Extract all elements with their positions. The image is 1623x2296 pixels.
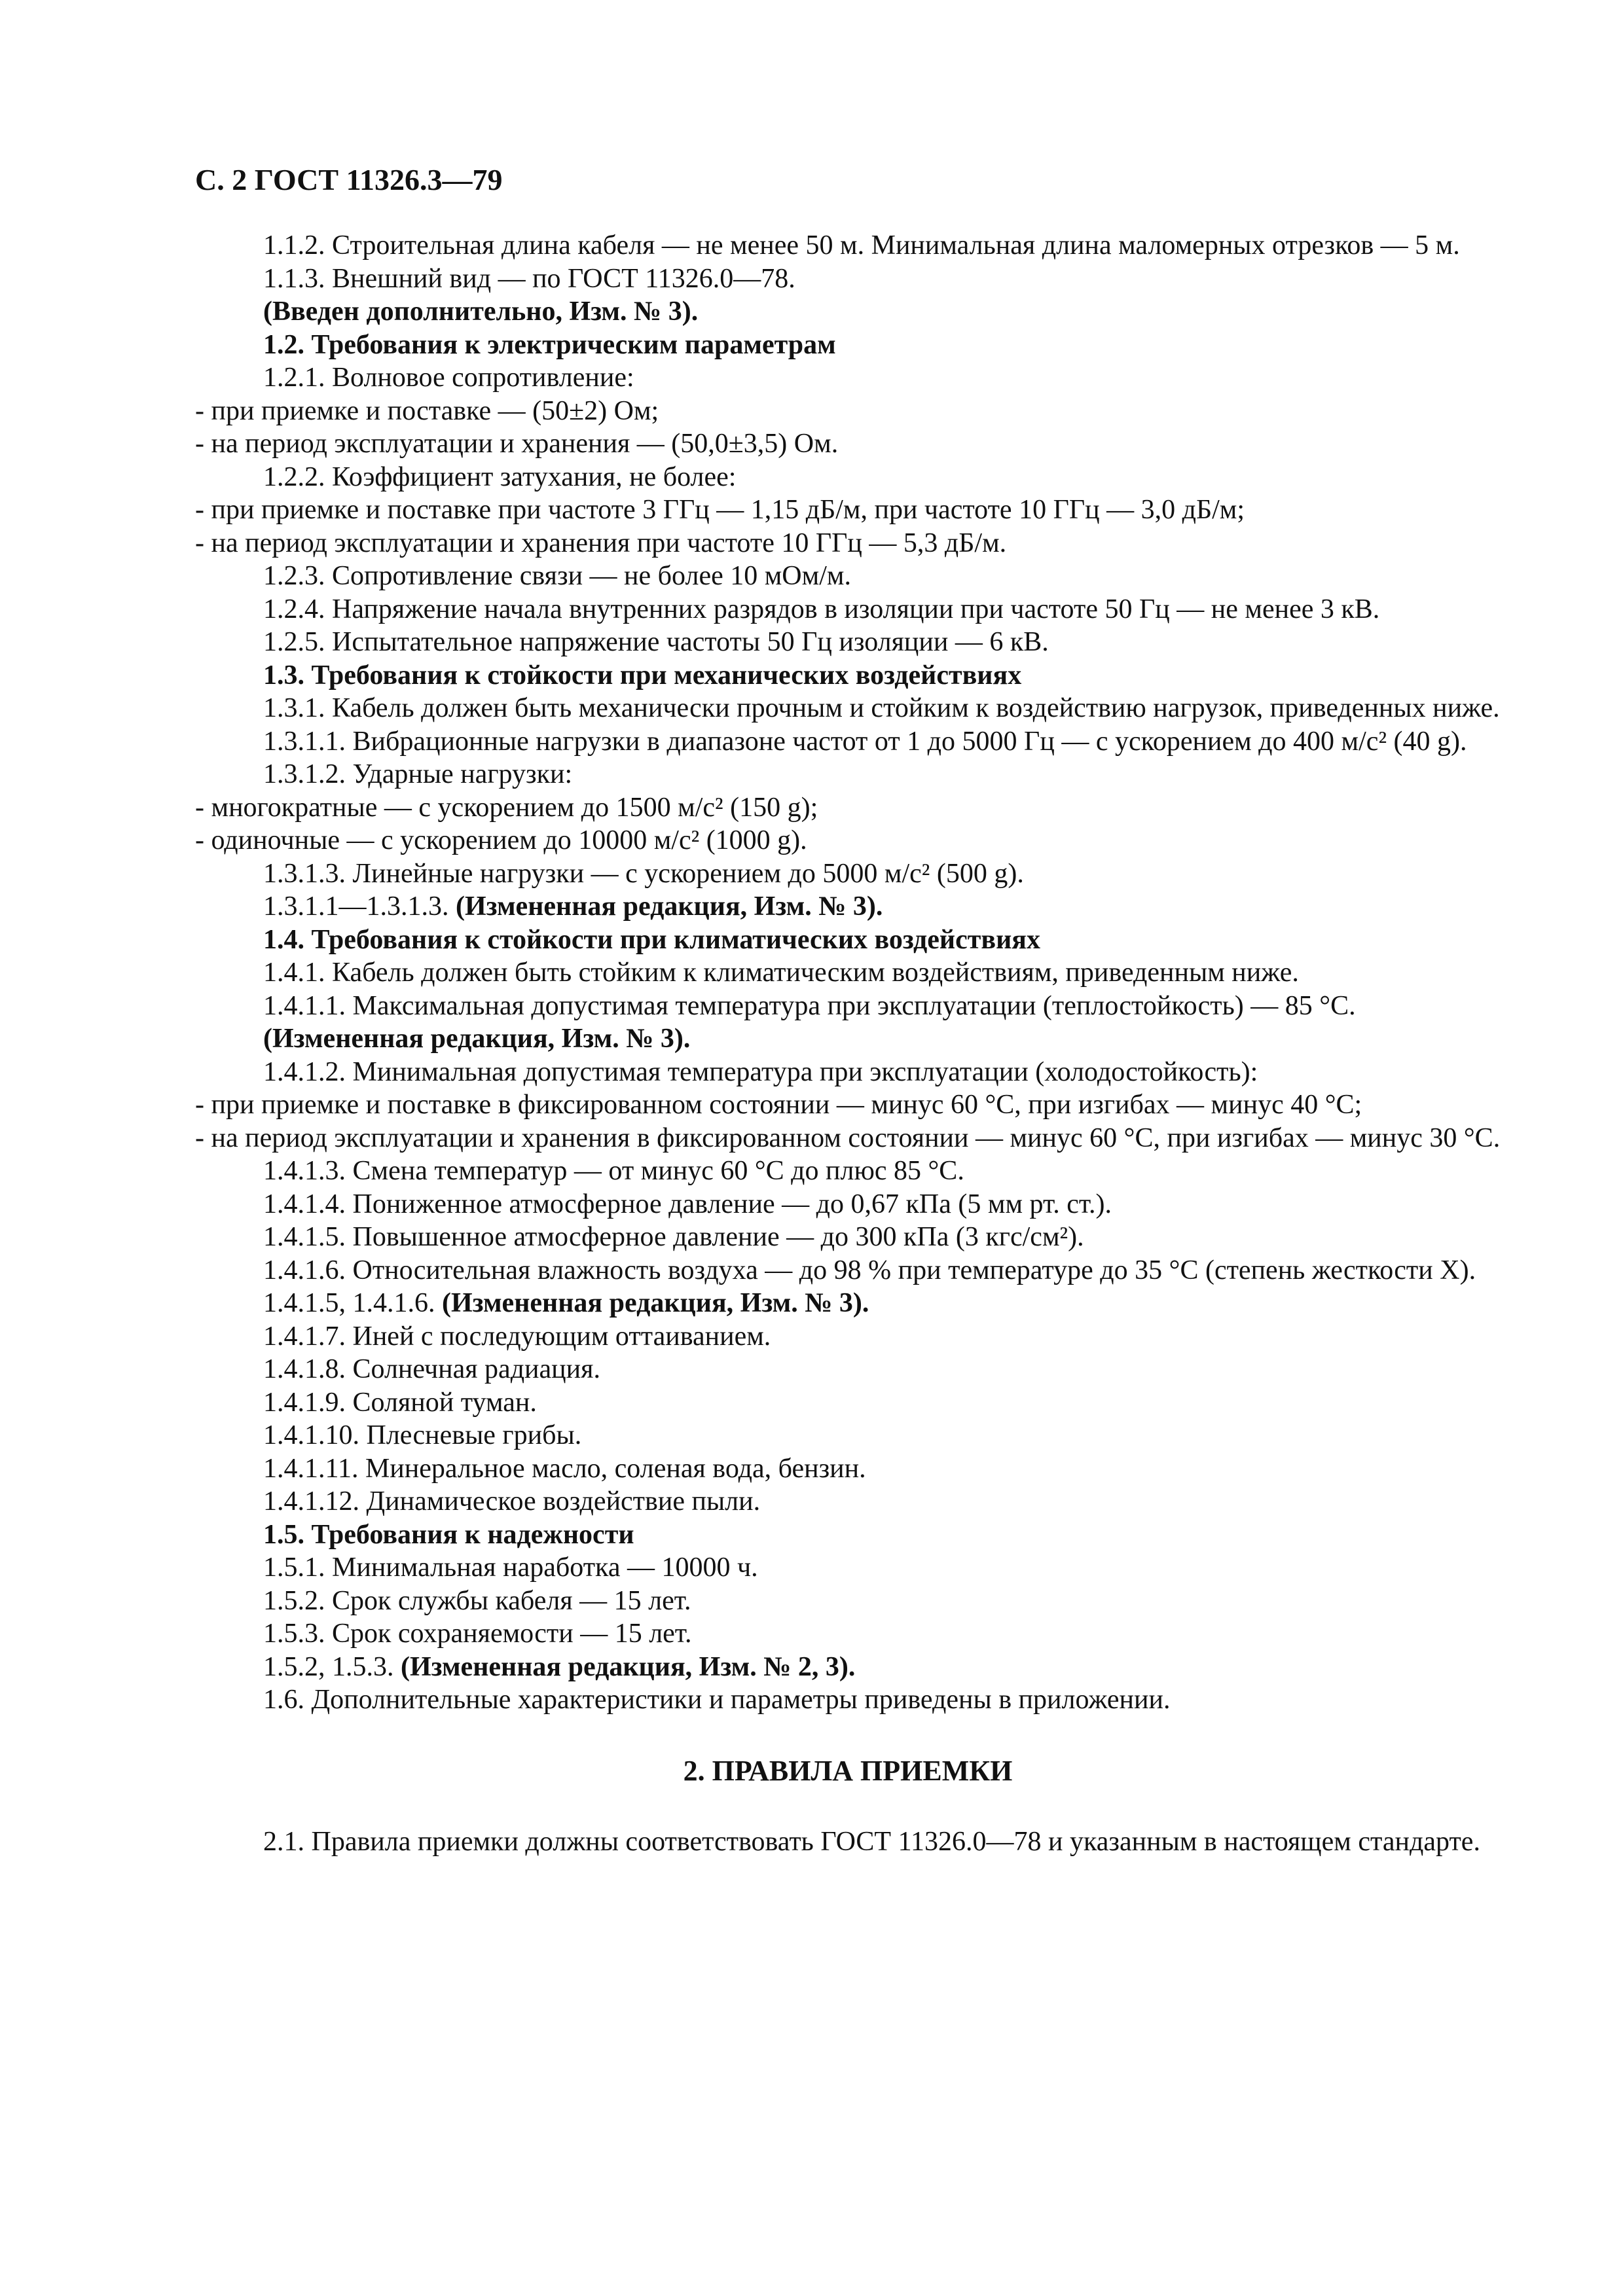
section-2-title: 2. ПРАВИЛА ПРИЕМКИ (683, 1754, 1013, 1787)
paragraph-text: - многократные — с ускорением до 1500 м/с² (150 g); (195, 792, 818, 823)
paragraph (195, 1188, 1501, 1221)
paragraph-text: 1.4.1.4. Пониженное атмосферное давление — до 0,67 кПа (5 мм рт. ст.). (263, 1189, 1112, 1219)
paragraph (195, 791, 1501, 825)
paragraph (195, 493, 1501, 527)
paragraph (195, 990, 1501, 1023)
paragraph (195, 1353, 1501, 1386)
paragraph (195, 725, 1501, 759)
paragraph-text: 1.4.1.7. Иней с последующим оттаиванием. (263, 1321, 771, 1352)
paragraph-bold-text: 1.2. Требования к электрическим параметрам (263, 329, 836, 360)
paragraph-text: 1.4.1.3. Смена температур — от минус 60 °С до плюс 85 °С. (263, 1156, 964, 1186)
paragraph-bold-text: 1.3. Требования к стойкости при механических воздействиях (263, 660, 1022, 691)
paragraph (195, 1056, 1501, 1089)
paragraph-text: 1.4.1. Кабель должен быть стойким к климатическим воздействиям, приведенным ниже. (263, 958, 1299, 988)
paragraph-text: 1.5.3. Срок сохраняемости — 15 лет. (263, 1619, 692, 1649)
paragraph (195, 395, 1501, 428)
paragraph-text: 1.4.1.5, 1.4.1.6. (263, 1288, 442, 1318)
paragraph (195, 924, 1501, 957)
paragraph-text: 1.3.1.3. Линейные нагрузки — с ускорением до 5000 м/с² (500 g). (263, 858, 1024, 889)
paragraph (195, 262, 1501, 296)
paragraph-text: 1.4.1.8. Солнечная радиация. (263, 1354, 600, 1384)
paragraph (195, 1683, 1501, 1717)
paragraph (195, 461, 1501, 494)
paragraph (195, 1651, 1501, 1684)
paragraph-text: 1.1.2. Строительная длина кабеля — не менее 50 м. Минимальная длина маломерных отрезков — 5 м. (263, 230, 1460, 260)
paragraph-text: 1.4.1.9. Соляной туман. (263, 1387, 537, 1418)
paragraph (195, 692, 1501, 725)
paragraph-text: - при приемке и поставке при частоте 3 ГГц — 1,15 дБ/м, при частоте 10 ГГц — 3,0 дБ/м; (195, 495, 1245, 525)
paragraph-text: 1.1.3. Внешний вид — по ГОСТ 11326.0—78. (263, 263, 795, 294)
paragraph (195, 626, 1501, 659)
paragraph (195, 1485, 1501, 1518)
paragraph-text: 1.4.1.1. Максимальная допустимая температура при эксплуатации (теплостойкость) — 85 °С. (263, 990, 1356, 1021)
paragraph (195, 1518, 1501, 1552)
paragraph (195, 229, 1501, 262)
paragraph (195, 1122, 1501, 1155)
paragraph-text: - при приемке и поставке в фиксированном состоянии — минус 60 °С, при изгибах — минус 40 °С; (195, 1090, 1362, 1120)
paragraph (195, 824, 1501, 857)
paragraph (195, 857, 1501, 891)
paragraph-text: 1.4.1.5. Повышенное атмосферное давление — до 300 кПа (3 кгс/см²). (263, 1222, 1084, 1252)
paragraph (195, 560, 1501, 593)
paragraph-bold-text: 1.5. Требования к надежности (263, 1519, 634, 1550)
paragraph (195, 1088, 1501, 1122)
paragraph (195, 956, 1501, 990)
paragraph-2-1: 2.1. Правила приемки должны соответствовать ГОСТ 11326.0—78 и указанным в настоящем стандарте. (263, 1827, 1480, 1857)
paragraph-text: 1.4.1.6. Относительная влажность воздуха — до 98 % при температуре до 35 °С (степень жесткости X). (263, 1255, 1476, 1285)
paragraph-text: 1.5.2, 1.5.3. (263, 1651, 401, 1682)
paragraph (195, 1155, 1501, 1188)
paragraph-text: 1.2.1. Волновое сопротивление: (263, 363, 634, 393)
paragraph (195, 1452, 1501, 1486)
paragraph-text: 1.2.4. Напряжение начала внутренних разрядов в изоляции при частоте 50 Гц — не менее 3 кВ. (263, 594, 1380, 624)
paragraph (195, 1221, 1501, 1254)
paragraph (195, 527, 1501, 560)
paragraph (195, 593, 1501, 626)
paragraph (195, 1386, 1501, 1420)
paragraph (195, 659, 1501, 692)
paragraph (195, 1254, 1501, 1287)
paragraph-bold-text: (Введен дополнительно, Изм. № 3). (263, 296, 699, 327)
paragraph (195, 1617, 1501, 1651)
paragraph-text: 1.3.1.2. Ударные нагрузки: (263, 759, 573, 789)
paragraph (195, 890, 1501, 924)
paragraph-bold-text: (Измененная редакция, Изм. № 3). (263, 1024, 691, 1054)
paragraph-text: 1.3.1.1. Вибрационные нагрузки в диапазоне частот от 1 до 5000 Гц — с ускорением до 400 м/с² (40 g). (263, 726, 1467, 757)
paragraph-text: 1.3.1.1—1.3.1.3. (263, 891, 456, 922)
paragraph-text: - одиночные — с ускорением до 10000 м/с² (1000 g). (195, 825, 807, 855)
paragraph-bold-text: 1.4. Требования к стойкости при климатических воздействиях (263, 924, 1040, 955)
paragraph-text: - на период эксплуатации и хранения — (50,0±3,5) Ом. (195, 429, 839, 459)
paragraph-text: 1.3.1. Кабель должен быть механически прочным и стойким к воздействию нагрузок, приведенных ниже. (263, 693, 1500, 723)
paragraph-text: 1.6. Дополнительные характеристики и параметры приведены в приложении. (263, 1685, 1171, 1715)
paragraph-text: 1.2.3. Сопротивление связи — не более 10 мОм/м. (263, 561, 851, 591)
paragraph-text: 1.2.2. Коэффициент затухания, не более: (263, 461, 737, 492)
paragraph (195, 1419, 1501, 1452)
paragraph (195, 361, 1501, 395)
paragraph-text: - на период эксплуатации и хранения в фиксированном состоянии — минус 60 °С, при изгибах — минус 30 °С. (195, 1122, 1501, 1153)
section-1-paragraphs (195, 229, 1501, 1717)
paragraph-bold-text: (Измененная редакция, Изм. № 3). (442, 1288, 869, 1318)
paragraph-text: 1.4.1.12. Динамическое воздействие пыли. (263, 1486, 761, 1516)
paragraph (195, 1287, 1501, 1320)
paragraph (195, 1585, 1501, 1618)
paragraph (195, 329, 1501, 362)
paragraph-text: 1.4.1.2. Минимальная допустимая температура при эксплуатации (холодостойкость): (263, 1056, 1258, 1087)
paragraph (195, 295, 1501, 329)
paragraph (195, 1551, 1501, 1585)
page-header: С. 2 ГОСТ 11326.3—79 (195, 163, 503, 196)
paragraph-text: 1.4.1.10. Плесневые грибы. (263, 1420, 582, 1450)
paragraph (195, 758, 1501, 791)
paragraph-text: 1.5.2. Срок службы кабеля — 15 лет. (263, 1585, 691, 1616)
paragraph-text: 1.2.5. Испытательное напряжение частоты 50 Гц изоляции — 6 кВ. (263, 627, 1049, 657)
paragraph-bold-text: (Измененная редакция, Изм. № 2, 3). (401, 1651, 856, 1682)
paragraph-text: 1.4.1.11. Минеральное масло, соленая вода, бензин. (263, 1453, 866, 1484)
paragraph-text: 1.5.1. Минимальная наработка — 10000 ч. (263, 1552, 758, 1583)
paragraph (195, 427, 1501, 461)
paragraph (195, 1320, 1501, 1354)
paragraph-text: - на период эксплуатации и хранения при частоте 10 ГГц — 5,3 дБ/м. (195, 528, 1007, 558)
document-body (195, 229, 1501, 1859)
paragraph (195, 1022, 1501, 1056)
paragraph-text: - при приемке и поставке — (50±2) Ом; (195, 395, 659, 426)
paragraph-bold-text: (Измененная редакция, Изм. № 3). (456, 891, 883, 922)
